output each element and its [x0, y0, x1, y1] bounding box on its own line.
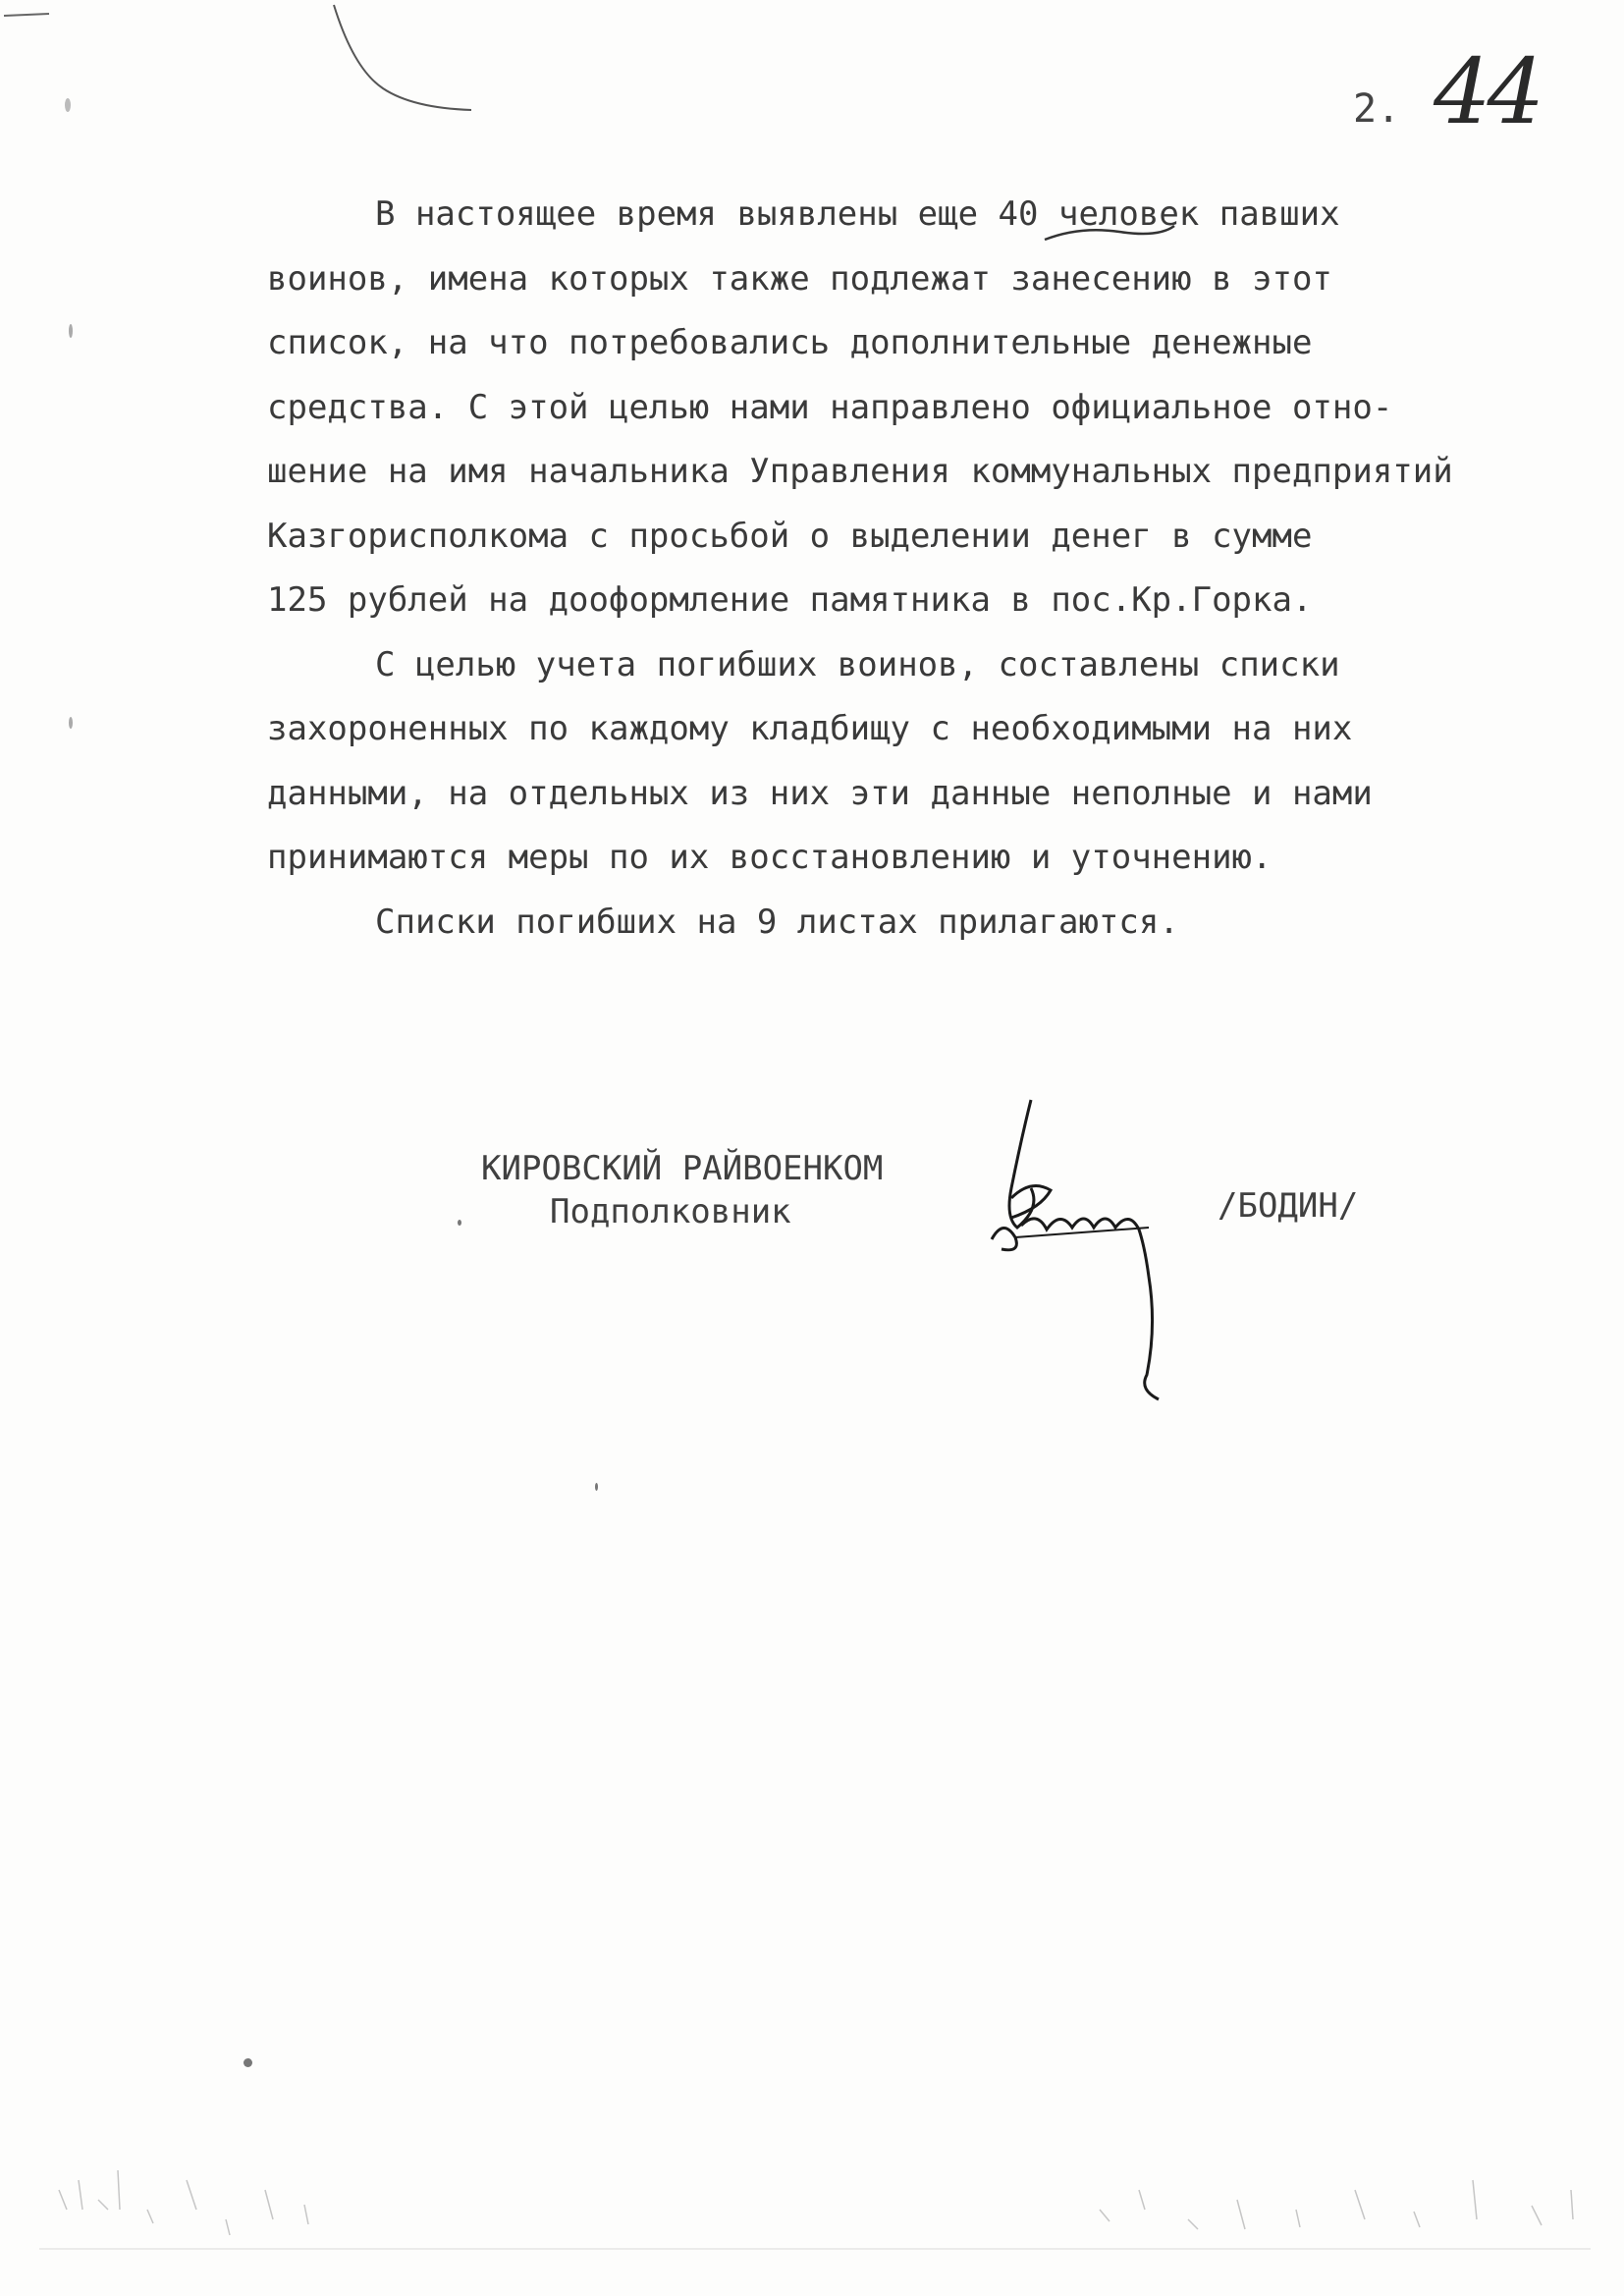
text-line: 125 рублей на дооформление памятника в пос.Кр.Горка.	[267, 580, 1313, 620]
signature-block	[481, 1147, 883, 1233]
text-line: средства. С этой целью нами направлено официальное отно-	[267, 387, 1393, 427]
text-line: данными, на отдельных из них эти данные неполные и нами	[267, 773, 1373, 813]
scan-speck	[65, 98, 71, 112]
signatory-title: КИРОВСКИЙ РАЙВОЕНКОМ	[481, 1149, 884, 1188]
scan-noise-band	[39, 2151, 1591, 2259]
scan-speck	[595, 1483, 598, 1491]
text-line: воинов, имена которых также подлежат занесению в этот	[267, 258, 1332, 299]
signatory-rank: Подполковник	[550, 1192, 791, 1231]
handwritten-folio-number: 44	[1434, 39, 1542, 144]
text-line: Списки погибших на 9 листах прилагаются.	[375, 902, 1179, 942]
scan-speck	[458, 1220, 461, 1226]
margin-mark-top-left	[0, 6, 59, 26]
text-line: список, на что потребовались дополнительные денежные	[267, 323, 1313, 362]
scan-speck	[69, 717, 73, 729]
page-number: 2.	[1353, 86, 1401, 132]
paragraph-1	[267, 183, 1573, 633]
pencil-stroke-decoration	[324, 0, 481, 118]
scan-speck	[69, 324, 73, 338]
paragraph-3	[267, 891, 1573, 956]
text-line: С целью учета погибших воинов, составлены списки	[375, 644, 1340, 684]
paragraph-2	[267, 633, 1573, 891]
text-line: принимаются меры по их восстановлению и уточнению.	[267, 838, 1272, 877]
scan-speck	[244, 2058, 252, 2067]
letter-body	[267, 183, 1573, 955]
handwritten-underline	[1041, 218, 1178, 247]
text-line: Казгорисполкома с просьбой о выделении денег в сумме	[267, 516, 1313, 556]
text-line: шение на имя начальника Управления коммунальных предприятий	[267, 452, 1453, 491]
text-line: захороненных по каждому кладбищу с необходимыми на них	[267, 709, 1353, 748]
text-line: В настоящее время выявлены еще 40 человек павших	[375, 194, 1340, 234]
handwritten-signature	[982, 1080, 1208, 1404]
signatory-name: /БОДИН/	[1218, 1186, 1359, 1226]
